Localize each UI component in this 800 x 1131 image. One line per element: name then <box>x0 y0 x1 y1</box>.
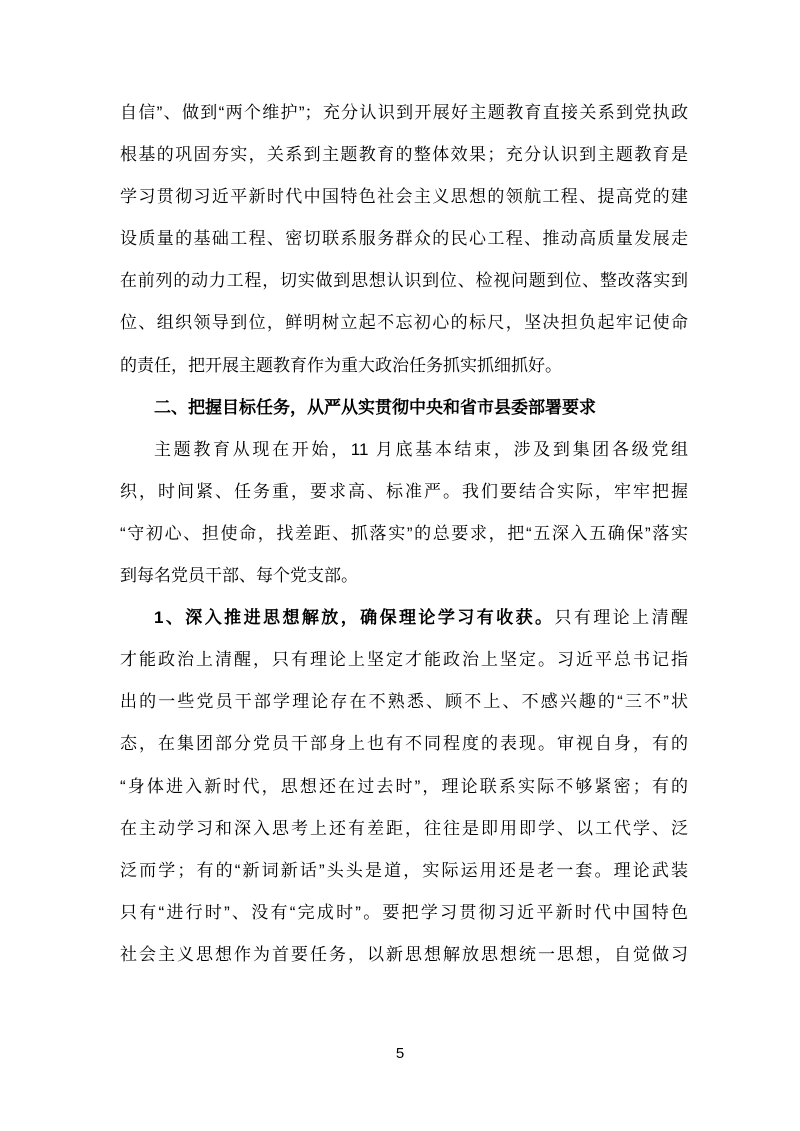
body-text: 才能政治上清醒，只有理论上坚定才能政治上坚定。习近平总书记指 <box>120 650 688 670</box>
text-line <box>120 723 688 765</box>
text-line <box>120 302 688 344</box>
text-line <box>120 345 688 387</box>
text-line <box>120 429 688 471</box>
text-line <box>120 260 688 302</box>
body-text: 出的一些党员干部学理论存在不熟悉、顾不上、不感兴趣的“三不”状 <box>120 692 688 712</box>
body-text: 到每名党员干部、每个党支部。 <box>120 566 358 586</box>
document-content <box>120 92 688 976</box>
text-line <box>120 134 688 176</box>
body-text: 学习贯彻习近平新时代中国特色社会主义思想的领航工程、提高党的建 <box>120 187 688 207</box>
body-text: “守初心、担使命，找差距、抓落实”的总要求，把“五深入五确保”落实 <box>120 523 688 543</box>
text-line <box>120 176 688 218</box>
body-text: 只有“进行时”、没有“完成时”。要把学习贯彻习近平新时代中国特色 <box>120 902 688 922</box>
body-text: “身体进入新时代，思想还在过去时”，理论联系实际不够紧密；有的 <box>120 776 688 796</box>
body-text: 自信”、做到“两个维护”；充分认识到开展好主题教育直接关系到党执政 <box>120 103 688 122</box>
text-line <box>120 934 688 976</box>
body-text: 在前列的动力工程，切实做到思想认识到位、检视问题到位、整改落实到 <box>120 271 688 291</box>
page-number: 5 <box>395 1045 405 1062</box>
text-line <box>120 766 688 808</box>
body-text: 在主动学习和深入思考上还有差距，往往是即用即学、以工代学、泛 <box>120 818 688 838</box>
body-text: 只有理论上清醒 <box>554 608 688 628</box>
text-line <box>120 808 688 850</box>
body-text: 主题教育从现在开始，11 月底基本结束，涉及到集团各级党组 <box>154 439 688 459</box>
body-text: 泛而学；有的“新词新话”头头是道，实际运用还是老一套。理论武装 <box>120 860 688 880</box>
section-heading <box>120 387 688 429</box>
text-line <box>120 639 688 681</box>
bold-text: 1、深入推进思想解放，确保理论学习有收获。 <box>154 608 555 628</box>
body-text: 社会主义思想作为首要任务，以新思想解放思想统一思想，自觉做习 <box>120 944 688 964</box>
text-line <box>120 471 688 513</box>
text-line <box>120 850 688 892</box>
body-text: 态，在集团部分党员干部身上也有不同程度的表现。审视自身，有的 <box>120 734 688 754</box>
text-line <box>120 513 688 555</box>
text-line <box>120 218 688 260</box>
text-line <box>120 681 688 723</box>
body-text: 根基的巩固夯实，关系到主题教育的整体效果；充分认识到主题教育是 <box>120 145 688 165</box>
body-text: 的责任，把开展主题教育作为重大政治任务抓实抓细抓好。 <box>120 355 562 375</box>
text-line <box>120 892 688 934</box>
text-line <box>120 555 688 597</box>
body-text: 设质量的基础工程、密切联系服务群众的民心工程、推动高质量发展走 <box>120 229 688 249</box>
bold-text: 二、把握目标任务，从严从实贯彻中央和省市县委部署要求 <box>154 397 596 417</box>
body-text: 织，时间紧、任务重，要求高、标准严。我们要结合实际，牢牢把握 <box>120 481 688 501</box>
text-line <box>120 92 688 134</box>
body-text: 位、组织领导到位，鲜明树立起不忘初心的标尺，坚决担负起牢记使命 <box>120 313 688 333</box>
subsection-heading-line <box>120 597 688 639</box>
